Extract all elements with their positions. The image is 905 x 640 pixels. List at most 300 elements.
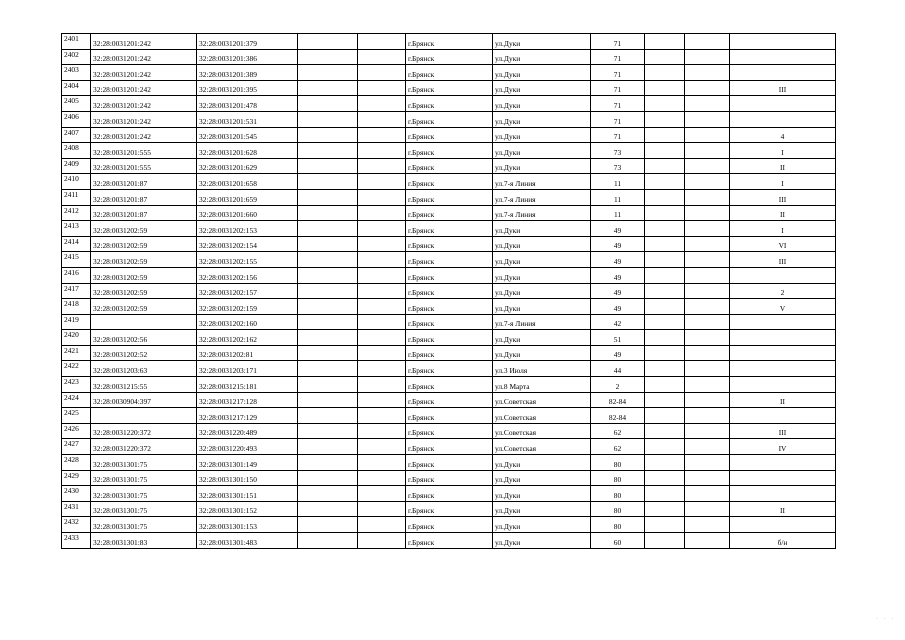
street-cell: ул.3 Июля bbox=[493, 361, 591, 377]
premises-number-cell: III bbox=[730, 80, 836, 96]
empty-cell bbox=[358, 408, 406, 424]
empty-cell bbox=[358, 299, 406, 315]
parcel-cadastral-number: 32:28:0031203:63 bbox=[91, 361, 197, 377]
parcel-cadastral-number: 32:28:0031202:52 bbox=[91, 345, 197, 361]
empty-cell bbox=[645, 486, 685, 502]
empty-cell bbox=[685, 49, 730, 65]
row-number: 2414 bbox=[62, 236, 91, 252]
empty-cell bbox=[358, 283, 406, 299]
empty-cell bbox=[358, 423, 406, 439]
empty-cell bbox=[645, 408, 685, 424]
table-row bbox=[62, 252, 836, 268]
object-cadastral-number: 32:28:0031301:152 bbox=[197, 501, 298, 517]
premises-number-cell: III bbox=[730, 252, 836, 268]
empty-cell bbox=[298, 158, 358, 174]
house-number-cell: 82-84 bbox=[591, 408, 645, 424]
object-cadastral-number: 32:28:0031301:149 bbox=[197, 455, 298, 471]
scan-artifact: · · · bbox=[876, 616, 896, 623]
street-cell: ул.Дуки bbox=[493, 221, 591, 237]
street-cell: ул.Дуки bbox=[493, 267, 591, 283]
empty-cell bbox=[685, 252, 730, 268]
empty-cell bbox=[685, 517, 730, 533]
premises-number-cell: I bbox=[730, 174, 836, 190]
empty-cell bbox=[645, 299, 685, 315]
row-number: 2413 bbox=[62, 221, 91, 237]
street-cell: ул.Советская bbox=[493, 423, 591, 439]
row-number: 2420 bbox=[62, 330, 91, 346]
empty-cell bbox=[298, 517, 358, 533]
table-row bbox=[62, 174, 836, 190]
city-cell: г.Брянск bbox=[406, 439, 493, 455]
empty-cell bbox=[358, 392, 406, 408]
parcel-cadastral-number: 32:28:0031201:555 bbox=[91, 143, 197, 159]
premises-number-cell: V bbox=[730, 299, 836, 315]
row-number: 2426 bbox=[62, 423, 91, 439]
object-cadastral-number: 32:28:0031201:545 bbox=[197, 127, 298, 143]
empty-cell bbox=[358, 252, 406, 268]
empty-cell bbox=[298, 345, 358, 361]
house-number-cell: 71 bbox=[591, 111, 645, 127]
empty-cell bbox=[358, 330, 406, 346]
table-row bbox=[62, 80, 836, 96]
premises-number-cell bbox=[730, 486, 836, 502]
parcel-cadastral-number: 32:28:0031220:372 bbox=[91, 439, 197, 455]
empty-cell bbox=[645, 314, 685, 330]
city-cell: г.Брянск bbox=[406, 143, 493, 159]
registry-table bbox=[61, 33, 836, 549]
table-row bbox=[62, 96, 836, 112]
empty-cell bbox=[685, 174, 730, 190]
table-row bbox=[62, 501, 836, 517]
empty-cell bbox=[298, 501, 358, 517]
empty-cell bbox=[645, 377, 685, 393]
city-cell: г.Брянск bbox=[406, 299, 493, 315]
parcel-cadastral-number: 32:28:0031201:87 bbox=[91, 205, 197, 221]
empty-cell bbox=[645, 533, 685, 549]
empty-cell bbox=[358, 455, 406, 471]
row-number: 2424 bbox=[62, 392, 91, 408]
object-cadastral-number: 32:28:0031201:659 bbox=[197, 189, 298, 205]
city-cell: г.Брянск bbox=[406, 486, 493, 502]
empty-cell bbox=[358, 49, 406, 65]
empty-cell bbox=[358, 267, 406, 283]
house-number-cell: 80 bbox=[591, 470, 645, 486]
street-cell: ул.Советская bbox=[493, 392, 591, 408]
empty-cell bbox=[358, 361, 406, 377]
empty-cell bbox=[685, 314, 730, 330]
street-cell: ул.Дуки bbox=[493, 127, 591, 143]
parcel-cadastral-number: 32:28:0031301:75 bbox=[91, 486, 197, 502]
house-number-cell: 71 bbox=[591, 65, 645, 81]
city-cell: г.Брянск bbox=[406, 252, 493, 268]
premises-number-cell bbox=[730, 111, 836, 127]
row-number: 2418 bbox=[62, 299, 91, 315]
empty-cell bbox=[685, 189, 730, 205]
table-row bbox=[62, 439, 836, 455]
street-cell: ул.Дуки bbox=[493, 486, 591, 502]
object-cadastral-number: 32:28:0031301:150 bbox=[197, 470, 298, 486]
object-cadastral-number: 32:28:0031301:151 bbox=[197, 486, 298, 502]
house-number-cell: 49 bbox=[591, 283, 645, 299]
object-cadastral-number: 32:28:0031201:389 bbox=[197, 65, 298, 81]
empty-cell bbox=[358, 486, 406, 502]
city-cell: г.Брянск bbox=[406, 361, 493, 377]
city-cell: г.Брянск bbox=[406, 34, 493, 50]
parcel-cadastral-number: 32:28:0031201:242 bbox=[91, 34, 197, 50]
empty-cell bbox=[358, 189, 406, 205]
empty-cell bbox=[685, 127, 730, 143]
empty-cell bbox=[685, 299, 730, 315]
empty-cell bbox=[358, 345, 406, 361]
empty-cell bbox=[645, 221, 685, 237]
house-number-cell: 42 bbox=[591, 314, 645, 330]
house-number-cell: 49 bbox=[591, 236, 645, 252]
empty-cell bbox=[645, 96, 685, 112]
empty-cell bbox=[358, 65, 406, 81]
house-number-cell: 80 bbox=[591, 501, 645, 517]
table-row bbox=[62, 49, 836, 65]
table-row bbox=[62, 111, 836, 127]
premises-number-cell: I bbox=[730, 221, 836, 237]
row-number: 2415 bbox=[62, 252, 91, 268]
empty-cell bbox=[298, 377, 358, 393]
object-cadastral-number: 32:28:0031301:153 bbox=[197, 517, 298, 533]
object-cadastral-number: 32:28:0031201:660 bbox=[197, 205, 298, 221]
empty-cell bbox=[685, 65, 730, 81]
premises-number-cell: II bbox=[730, 158, 836, 174]
object-cadastral-number: 32:28:0031202:157 bbox=[197, 283, 298, 299]
empty-cell bbox=[685, 96, 730, 112]
empty-cell bbox=[685, 501, 730, 517]
empty-cell bbox=[645, 455, 685, 471]
object-cadastral-number: 32:28:0031203:171 bbox=[197, 361, 298, 377]
empty-cell bbox=[298, 361, 358, 377]
table-row bbox=[62, 408, 836, 424]
city-cell: г.Брянск bbox=[406, 189, 493, 205]
premises-number-cell bbox=[730, 345, 836, 361]
empty-cell bbox=[298, 174, 358, 190]
parcel-cadastral-number: 32:28:0031201:242 bbox=[91, 80, 197, 96]
premises-number-cell: 2 bbox=[730, 283, 836, 299]
empty-cell bbox=[358, 470, 406, 486]
parcel-cadastral-number bbox=[91, 314, 197, 330]
row-number: 2422 bbox=[62, 361, 91, 377]
empty-cell bbox=[298, 236, 358, 252]
empty-cell bbox=[685, 330, 730, 346]
house-number-cell: 2 bbox=[591, 377, 645, 393]
premises-number-cell bbox=[730, 267, 836, 283]
premises-number-cell: IV bbox=[730, 439, 836, 455]
city-cell: г.Брянск bbox=[406, 517, 493, 533]
row-number: 2431 bbox=[62, 501, 91, 517]
table-row bbox=[62, 143, 836, 159]
empty-cell bbox=[685, 392, 730, 408]
empty-cell bbox=[645, 34, 685, 50]
parcel-cadastral-number: 32:28:0031202:59 bbox=[91, 236, 197, 252]
empty-cell bbox=[358, 517, 406, 533]
object-cadastral-number: 32:28:0031215:181 bbox=[197, 377, 298, 393]
empty-cell bbox=[645, 423, 685, 439]
object-cadastral-number: 32:28:0031202:162 bbox=[197, 330, 298, 346]
empty-cell bbox=[685, 455, 730, 471]
parcel-cadastral-number: 32:28:0031301:75 bbox=[91, 501, 197, 517]
empty-cell bbox=[298, 221, 358, 237]
house-number-cell: 51 bbox=[591, 330, 645, 346]
parcel-cadastral-number: 32:28:0031201:87 bbox=[91, 174, 197, 190]
table-row bbox=[62, 283, 836, 299]
house-number-cell: 49 bbox=[591, 267, 645, 283]
empty-cell bbox=[298, 267, 358, 283]
empty-cell bbox=[645, 517, 685, 533]
empty-cell bbox=[645, 49, 685, 65]
empty-cell bbox=[645, 439, 685, 455]
empty-cell bbox=[358, 221, 406, 237]
empty-cell bbox=[685, 267, 730, 283]
table-row bbox=[62, 470, 836, 486]
premises-number-cell: II bbox=[730, 501, 836, 517]
street-cell: ул.Дуки bbox=[493, 143, 591, 159]
street-cell: ул.Дуки bbox=[493, 65, 591, 81]
empty-cell bbox=[645, 236, 685, 252]
object-cadastral-number: 32:28:0031202:156 bbox=[197, 267, 298, 283]
object-cadastral-number: 32:28:0031202:81 bbox=[197, 345, 298, 361]
house-number-cell: 80 bbox=[591, 517, 645, 533]
street-cell: ул.Дуки bbox=[493, 236, 591, 252]
empty-cell bbox=[685, 221, 730, 237]
house-number-cell: 73 bbox=[591, 158, 645, 174]
empty-cell bbox=[298, 143, 358, 159]
premises-number-cell bbox=[730, 408, 836, 424]
house-number-cell: 71 bbox=[591, 127, 645, 143]
row-number: 2428 bbox=[62, 455, 91, 471]
city-cell: г.Брянск bbox=[406, 236, 493, 252]
city-cell: г.Брянск bbox=[406, 158, 493, 174]
parcel-cadastral-number: 32:28:0031202:59 bbox=[91, 299, 197, 315]
house-number-cell: 71 bbox=[591, 96, 645, 112]
object-cadastral-number: 32:28:0031201:628 bbox=[197, 143, 298, 159]
house-number-cell: 11 bbox=[591, 174, 645, 190]
empty-cell bbox=[298, 486, 358, 502]
city-cell: г.Брянск bbox=[406, 455, 493, 471]
street-cell: ул.7-я Линия bbox=[493, 205, 591, 221]
row-number: 2408 bbox=[62, 143, 91, 159]
row-number: 2423 bbox=[62, 377, 91, 393]
empty-cell bbox=[358, 501, 406, 517]
table-row bbox=[62, 377, 836, 393]
object-cadastral-number: 32:28:0031201:395 bbox=[197, 80, 298, 96]
city-cell: г.Брянск bbox=[406, 49, 493, 65]
empty-cell bbox=[298, 189, 358, 205]
table-row bbox=[62, 345, 836, 361]
empty-cell bbox=[298, 533, 358, 549]
street-cell: ул.Дуки bbox=[493, 283, 591, 299]
row-number: 2409 bbox=[62, 158, 91, 174]
empty-cell bbox=[645, 80, 685, 96]
city-cell: г.Брянск bbox=[406, 205, 493, 221]
empty-cell bbox=[685, 361, 730, 377]
city-cell: г.Брянск bbox=[406, 96, 493, 112]
empty-cell bbox=[645, 267, 685, 283]
table-row bbox=[62, 236, 836, 252]
empty-cell bbox=[645, 143, 685, 159]
parcel-cadastral-number: 32:28:0031301:75 bbox=[91, 517, 197, 533]
table-row bbox=[62, 330, 836, 346]
city-cell: г.Брянск bbox=[406, 283, 493, 299]
empty-cell bbox=[298, 127, 358, 143]
row-number: 2404 bbox=[62, 80, 91, 96]
table-row bbox=[62, 533, 836, 549]
parcel-cadastral-number: 32:28:0031202:59 bbox=[91, 221, 197, 237]
empty-cell bbox=[645, 205, 685, 221]
premises-number-cell bbox=[730, 314, 836, 330]
premises-number-cell bbox=[730, 455, 836, 471]
house-number-cell: 49 bbox=[591, 221, 645, 237]
parcel-cadastral-number: 32:28:0031301:75 bbox=[91, 455, 197, 471]
table-row bbox=[62, 158, 836, 174]
empty-cell bbox=[685, 80, 730, 96]
parcel-cadastral-number: 32:28:0031201:242 bbox=[91, 49, 197, 65]
city-cell: г.Брянск bbox=[406, 501, 493, 517]
street-cell: ул.Дуки bbox=[493, 252, 591, 268]
premises-number-cell: III bbox=[730, 189, 836, 205]
house-number-cell: 62 bbox=[591, 439, 645, 455]
premises-number-cell bbox=[730, 377, 836, 393]
street-cell: ул.Дуки bbox=[493, 345, 591, 361]
empty-cell bbox=[358, 439, 406, 455]
street-cell: ул.7-я Линия bbox=[493, 189, 591, 205]
table-row bbox=[62, 392, 836, 408]
row-number: 2403 bbox=[62, 65, 91, 81]
object-cadastral-number: 32:28:0031202:159 bbox=[197, 299, 298, 315]
empty-cell bbox=[685, 423, 730, 439]
object-cadastral-number: 32:28:0031202:153 bbox=[197, 221, 298, 237]
city-cell: г.Брянск bbox=[406, 330, 493, 346]
object-cadastral-number: 32:28:0031201:379 bbox=[197, 34, 298, 50]
empty-cell bbox=[298, 408, 358, 424]
city-cell: г.Брянск bbox=[406, 408, 493, 424]
parcel-cadastral-number: 32:28:0031202:59 bbox=[91, 267, 197, 283]
street-cell: ул.Дуки bbox=[493, 96, 591, 112]
empty-cell bbox=[298, 299, 358, 315]
empty-cell bbox=[358, 377, 406, 393]
street-cell: ул.Дуки bbox=[493, 111, 591, 127]
parcel-cadastral-number: 32:28:0031201:87 bbox=[91, 189, 197, 205]
empty-cell bbox=[358, 205, 406, 221]
empty-cell bbox=[645, 252, 685, 268]
premises-number-cell bbox=[730, 34, 836, 50]
object-cadastral-number: 32:28:0031217:129 bbox=[197, 408, 298, 424]
empty-cell bbox=[358, 80, 406, 96]
row-number: 2416 bbox=[62, 267, 91, 283]
empty-cell bbox=[645, 345, 685, 361]
row-number: 2432 bbox=[62, 517, 91, 533]
row-number: 2402 bbox=[62, 49, 91, 65]
table-row bbox=[62, 361, 836, 377]
empty-cell bbox=[298, 314, 358, 330]
street-cell: ул.Советская bbox=[493, 439, 591, 455]
premises-number-cell: VI bbox=[730, 236, 836, 252]
empty-cell bbox=[645, 330, 685, 346]
street-cell: ул.Дуки bbox=[493, 470, 591, 486]
row-number: 2429 bbox=[62, 470, 91, 486]
empty-cell bbox=[358, 111, 406, 127]
empty-cell bbox=[685, 533, 730, 549]
row-number: 2412 bbox=[62, 205, 91, 221]
street-cell: ул.7-я Линия bbox=[493, 314, 591, 330]
table-row bbox=[62, 127, 836, 143]
house-number-cell: 82-84 bbox=[591, 392, 645, 408]
street-cell: ул.Дуки bbox=[493, 455, 591, 471]
object-cadastral-number: 32:28:0031202:155 bbox=[197, 252, 298, 268]
premises-number-cell bbox=[730, 96, 836, 112]
empty-cell bbox=[298, 330, 358, 346]
city-cell: г.Брянск bbox=[406, 267, 493, 283]
house-number-cell: 73 bbox=[591, 143, 645, 159]
empty-cell bbox=[645, 65, 685, 81]
empty-cell bbox=[685, 205, 730, 221]
empty-cell bbox=[298, 283, 358, 299]
empty-cell bbox=[298, 252, 358, 268]
house-number-cell: 80 bbox=[591, 486, 645, 502]
table-row bbox=[62, 267, 836, 283]
premises-number-cell: II bbox=[730, 205, 836, 221]
empty-cell bbox=[685, 236, 730, 252]
house-number-cell: 71 bbox=[591, 34, 645, 50]
object-cadastral-number: 32:28:0031201:629 bbox=[197, 158, 298, 174]
empty-cell bbox=[685, 143, 730, 159]
street-cell: ул.Дуки bbox=[493, 501, 591, 517]
empty-cell bbox=[298, 111, 358, 127]
table-row bbox=[62, 486, 836, 502]
city-cell: г.Брянск bbox=[406, 314, 493, 330]
empty-cell bbox=[358, 127, 406, 143]
parcel-cadastral-number: 32:28:0031301:83 bbox=[91, 533, 197, 549]
object-cadastral-number: 32:28:0031201:531 bbox=[197, 111, 298, 127]
city-cell: г.Брянск bbox=[406, 533, 493, 549]
parcel-cadastral-number: 32:28:0031202:59 bbox=[91, 252, 197, 268]
city-cell: г.Брянск bbox=[406, 392, 493, 408]
table-body bbox=[62, 34, 836, 549]
row-number: 2421 bbox=[62, 345, 91, 361]
city-cell: г.Брянск bbox=[406, 345, 493, 361]
empty-cell bbox=[685, 408, 730, 424]
row-number: 2419 bbox=[62, 314, 91, 330]
empty-cell bbox=[358, 143, 406, 159]
street-cell: ул.Дуки bbox=[493, 80, 591, 96]
row-number: 2406 bbox=[62, 111, 91, 127]
premises-number-cell: III bbox=[730, 423, 836, 439]
row-number: 2405 bbox=[62, 96, 91, 112]
row-number: 2407 bbox=[62, 127, 91, 143]
table-row bbox=[62, 314, 836, 330]
row-number: 2430 bbox=[62, 486, 91, 502]
row-number: 2401 bbox=[62, 34, 91, 50]
empty-cell bbox=[298, 392, 358, 408]
empty-cell bbox=[685, 158, 730, 174]
house-number-cell: 49 bbox=[591, 252, 645, 268]
parcel-cadastral-number: 32:28:0031301:75 bbox=[91, 470, 197, 486]
city-cell: г.Брянск bbox=[406, 377, 493, 393]
empty-cell bbox=[298, 470, 358, 486]
empty-cell bbox=[298, 65, 358, 81]
premises-number-cell bbox=[730, 49, 836, 65]
row-number: 2427 bbox=[62, 439, 91, 455]
empty-cell bbox=[358, 174, 406, 190]
house-number-cell: 62 bbox=[591, 423, 645, 439]
parcel-cadastral-number: 32:28:0031202:59 bbox=[91, 283, 197, 299]
object-cadastral-number: 32:28:0031201:658 bbox=[197, 174, 298, 190]
street-cell: ул.Дуки bbox=[493, 299, 591, 315]
